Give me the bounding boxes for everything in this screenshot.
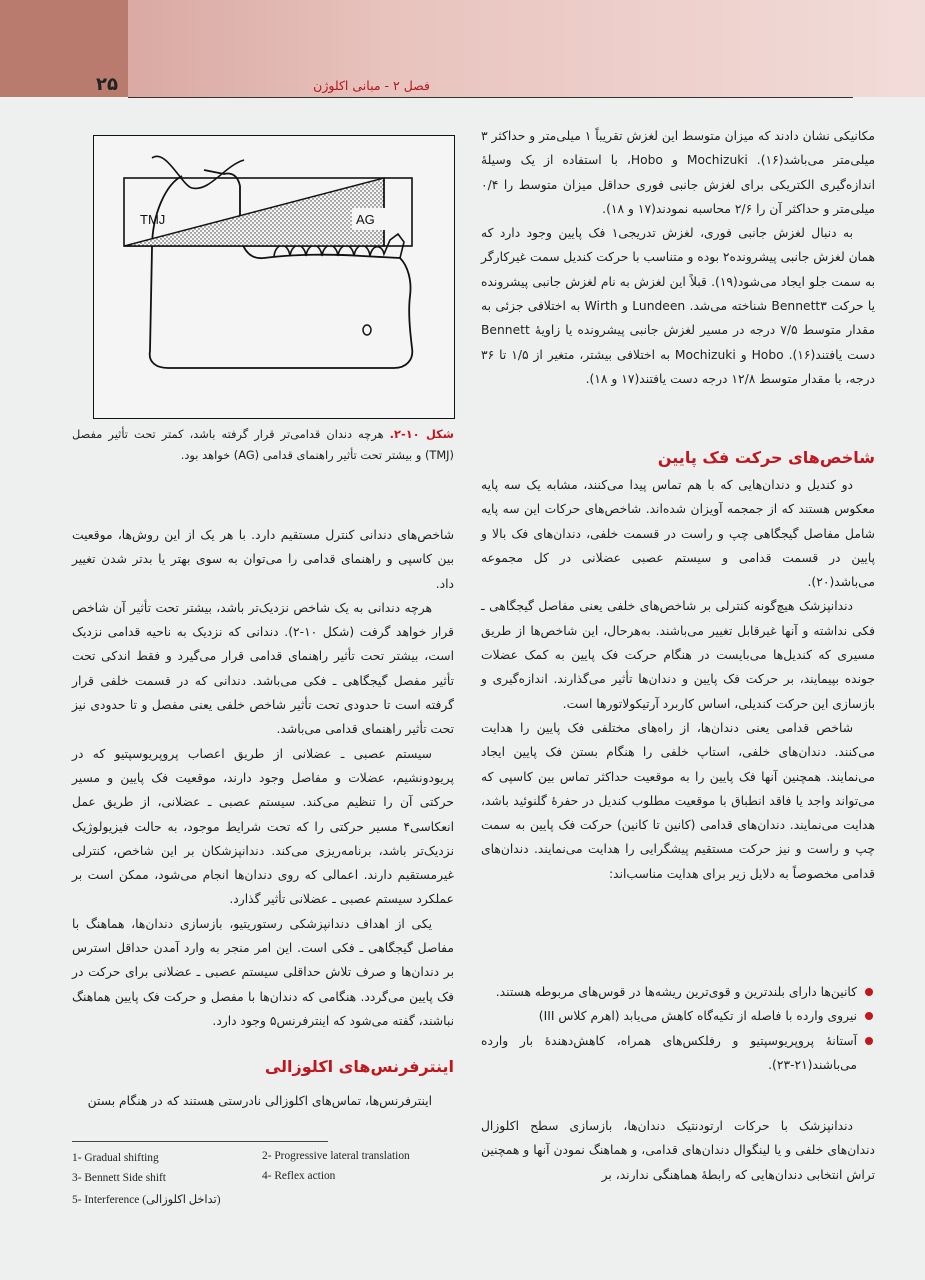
paragraph: یکی از اهداف دندانپزشکی رستوریتیو، بازسازی دندان‌ها، هماهنگ با مفاصل گیجگاهی ـ فکی است. این امر منجر به وارد آمدن حداقل استرس بر دندان‌ها و صرف تلاش حداقلی سیستم عصبی ـ عضلانی برای حرکت در فک پایین می‌گردد. هنگامی که دندان‌ها با مفصل و حرکت فک پایین هماهنگ نباشند، گفته می‌شود که اینترفرنس۵ وجود دارد. (72, 916, 454, 1028)
bullet-icon (865, 1012, 873, 1020)
section-heading-occlusal-interferences: اینترفرنس‌های اکلوزالی (264, 1057, 454, 1076)
paragraph: شاخص قدامی یعنی دندان‌ها، از راه‌های مختلفی فک پایین را هدایت می‌کنند. دندان‌های خلفی، استاپ خلفی را هنگام بستن فک پایین ایجاد می‌نمایند. همچنین آنها فک پایین را به موقعیت حداکثر تماس بین کاسپی که می‌تواند واجد یا فاقد انطباق با موقعیت مطلوب کندیل در حفرهٔ گلنوئید باشد، هدایت می‌نمایند. دندان‌های قدامی (کانین تا کانین) حرکت فک پایین به سمت چپ و راست و نیز حرکت مستقیم پیشگرایی را هدایت می‌نمایند. دندان‌های قدامی مخصوصاً به دلایل زیر برای هدایت مناسب‌اند: (481, 720, 875, 881)
figure-caption (72, 424, 454, 466)
bullet-list (481, 980, 875, 1077)
footnote-4: 4- Reflex action (262, 1170, 336, 1182)
paragraph: سیستم عصبی ـ عضلانی از طریق اعصاب پروپریوسپتیو که در پریودونشیم، عضلات و مفاصل وجود دارند، موقعیت فک پایین و مسیر حرکتی آن را تنظیم می‌کند. سیستم عصبی ـ عضلانی، از طریق عمل انعکاسی۴ مسیر حرکتی را که تحت شرایط موجود، به حالت فیزیولوژیک نزدیک‌تر باشد، برنامه‌ریزی می‌کند. دندانپزشکان بر این شاخص، کنترلی غیرمستقیم دارند. اعمالی که روی دندان‌ها انجام می‌شود، ممکن است بر عملکرد سیستم عصبی ـ عضلانی تأثیر گذارد. (72, 746, 454, 907)
right-column-top (481, 124, 875, 391)
label-ag: AG (356, 212, 375, 227)
footnote-1: 1- Gradual shifting (72, 1152, 159, 1164)
jaw-diagram-svg (94, 136, 454, 418)
paragraph: به دنبال لغزش جانبی فوری، لغزش تدریجی۱ فک پایین وجود دارد که همان لغزش جانبی پیشرونده۲ بوده و متناسب با حرکت کندیل سمت غیرکارگر به سمت جلو ایجاد می‌شود(۱۹). قبلاً این لغزش به نام لغزش جانبی پیشرونده یا حرکت Bennett۳ شناخته می‌شد. Lundeen و Wirth به اختلافی جزئی به مقدار متوسط ۷/۵ درجه در مسیر لغزش جانبی پیشرونده یا زاویهٔ Bennett دست یافتند(۱۶). Hobo و Mochizuki به اختلافی بیشتر، متغیر از ۱/۵ تا ۳۶ درجه، با مقدار متوسط ۱۲/۸ درجه دست یافتند(۱۷ و ۱۸). (481, 226, 876, 386)
list-item: نیروی وارده با فاصله از تکیه‌گاه کاهش می‌یابد (اهرم کلاس III) (481, 1004, 875, 1028)
right-column-bottom (481, 1114, 875, 1187)
paragraph: دندانپزشک با حرکات ارتودنتیک دندان‌ها، بازسازی سطح اکلوزال دندان‌های خلفی و یا لینگوال دندان‌های قدامی، و هماهنگ نمودن آنها و همچنین تراش انتخابی دندان‌هایی که رابطهٔ هماهنگی ندارند، بر (481, 1119, 875, 1182)
left-column (72, 523, 454, 1033)
footnote-2: 2- Progressive lateral translation (262, 1150, 410, 1162)
figure-caption-text: هرچه دندان قدامی‌تر قرار گرفته باشد، کمتر تحت تأثیر مفصل (TMJ) و بیشتر تحت تأثیر راهنمای قدامی (AG) خواهد بود. (72, 427, 454, 462)
chapter-title: فصل ۲ - مبانی اکلوژن (313, 78, 430, 93)
paragraph: هرچه دندانی به یک شاخص نزدیک‌تر باشد، بیشتر تحت تأثیر آن شاخص قرار خواهد گرفت (شکل ۱۰-۲). دندانی که نزدیک به ناحیه قدامی نزدیک است، بیشتر تحت تأثیر راهنمای قدامی قرار می‌گیرد و فقط اندکی تحت تأثیر مفصل گیجگاهی ـ فکی می‌باشد. دندانی که در قسمت خلفی قرار گرفته است تا حدودی تحت تأثیر شاخص خلفی یعنی مفصل و تا حدودی نیز تحت تأثیر راهنمای قدامی می‌باشد. (72, 600, 454, 737)
mental-foramen (363, 325, 371, 335)
paragraph: دندانپزشک هیچ‌گونه کنترلی بر شاخص‌های خلفی یعنی مفاصل گیجگاهی ـ فکی نداشته و آنها غیرقابل تغییر می‌باشند. به‌هرحال، این شاخص‌ها از طریق مسیری که کندیل‌ها می‌بایست در هنگام حرکت فک پایین به کمک عضلات جونده بپیمایند، بر حرکت فک پایین و دندان‌ها تأثیر می‌گذارند. اندازه‌گیری و بازسازی این حرکت کندیلی، اساس کاربرد آرتیکولاتورها است. (481, 599, 875, 711)
figure-jaw-diagram (93, 135, 455, 419)
footnote-3: 3- Bennett Side shift (72, 1172, 166, 1184)
header-rule (128, 97, 853, 98)
paragraph: مکانیکی نشان دادند که میزان متوسط این لغزش تقریباً ۱ میلی‌متر و حداکثر ۳ میلی‌متر می‌باشد(۱۶). Mochizuki و Hobo، با استفاده از یک وسیلهٔ اندازه‌گیری الکتریکی برای لغزش جانبی فوری حداقل میزان متوسط را ۰/۴ میلی‌متر و حداکثر آن را ۲/۶ محاسبه نمودند(۱۷ و ۱۸). (481, 129, 875, 216)
paragraph: شاخص‌های دندانی کنترل مستقیم دارد. با هر یک از این روش‌ها، موقعیت بین کاسپی و راهنمای قدامی را می‌توان به سوی بهتر یا بدتر شدن تغییر داد. (72, 528, 454, 591)
label-tmj: TMJ (140, 212, 166, 227)
footnote-rule (72, 1141, 328, 1142)
list-item: کانین‌ها دارای بلندترین و قوی‌ترین ریشه‌ها در قوس‌های مربوطه هستند. (481, 980, 875, 1004)
bullet-icon (865, 1037, 873, 1045)
paragraph: اینترفرنس‌ها، تماس‌های اکلوزالی نادرستی هستند که در هنگام بستن (87, 1094, 432, 1108)
bullet-icon (865, 988, 873, 996)
right-column-section (481, 473, 875, 886)
footnote-5: 5- Interference (تداخل اکلوزالی) (72, 1194, 221, 1206)
list-item: آستانهٔ پروپریوسپتیو و رفلکس‌های همراه، کاهش‌دهندهٔ بار وارده می‌باشند(۲۱-۲۳). (481, 1029, 875, 1078)
figure-caption-label: شکل ۱۰-۲. (389, 427, 454, 441)
page-number: ۲۵ (96, 74, 118, 95)
left-column-bottom (72, 1089, 454, 1113)
coronoid-outline (152, 156, 244, 188)
paragraph: دو کندیل و دندان‌هایی که با هم تماس پیدا می‌کنند، مشابه یک سه پایه معکوس هستند که از جمجمه آویزان شده‌اند. شاخص‌های حرکات این سه پایه شامل مفاصل گیجگاهی چپ و راست در قسمت خلفی، دندان‌های فک بالا و پایین در قسمت قدامی و سیستم عصبی عضلانی در کل مجموعه می‌باشد(۲۰). (481, 478, 875, 590)
section-heading-mandibular-determinants: شاخص‌های حرکت فک پایین (657, 448, 875, 467)
